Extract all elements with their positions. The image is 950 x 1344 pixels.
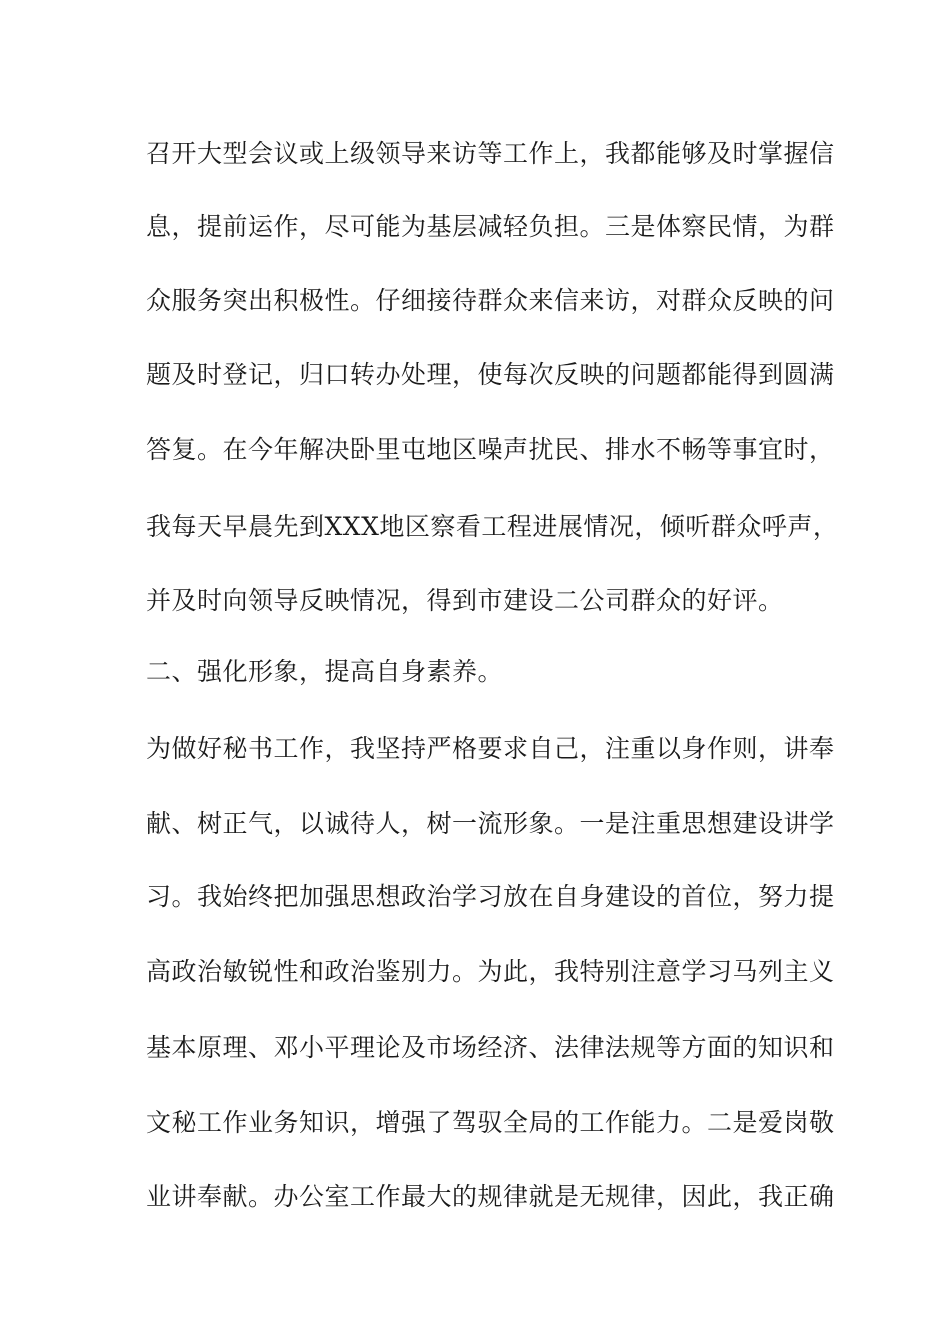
body-text-line: 高政治敏锐性和政治鉴别力。为此，我特别注意学习马列主义 [146, 957, 835, 986]
body-text-line: 基本原理、邓小平理论及市场经济、法律法规等方面的知识和 [146, 1033, 835, 1062]
body-text-line: 答复。在今年解决卧里屯地区噪声扰民、排水不畅等事宜时， [146, 435, 835, 464]
body-text-line: 文秘工作业务知识，增强了驾驭全局的工作能力。二是爱岗敬 [146, 1108, 835, 1137]
body-text-line: 为做好秘书工作，我坚持严格要求自己，注重以身作则，讲奉 [146, 734, 835, 763]
body-text-line: 召开大型会议或上级领导来访等工作上，我都能够及时掌握信 [146, 139, 835, 168]
body-text-line: 息，提前运作，尽可能为基层减轻负担。三是体察民情，为群 [146, 212, 835, 241]
body-text-line: 我每天早晨先到XXX地区察看工程进展情况，倾听群众呼声， [146, 512, 839, 541]
body-text-line: 众服务突出积极性。仔细接待群众来信来访，对群众反映的问 [146, 286, 835, 315]
body-text-line: 业讲奉献。办公室工作最大的规律就是无规律，因此，我正确 [146, 1182, 835, 1211]
body-text-line: 献、树正气，以诚待人，树一流形象。一是注重思想建设讲学 [146, 809, 835, 838]
section-heading: 二、强化形象，提高自身素养。 [146, 657, 504, 686]
body-text-line: 习。我始终把加强思想政治学习放在自身建设的首位，努力提 [146, 882, 835, 911]
body-text-line: 题及时登记，归口转办处理，使每次反映的问题都能得到圆满 [146, 360, 835, 389]
body-text-line: 并及时向领导反映情况，得到市建设二公司群众的好评。 [146, 586, 784, 615]
